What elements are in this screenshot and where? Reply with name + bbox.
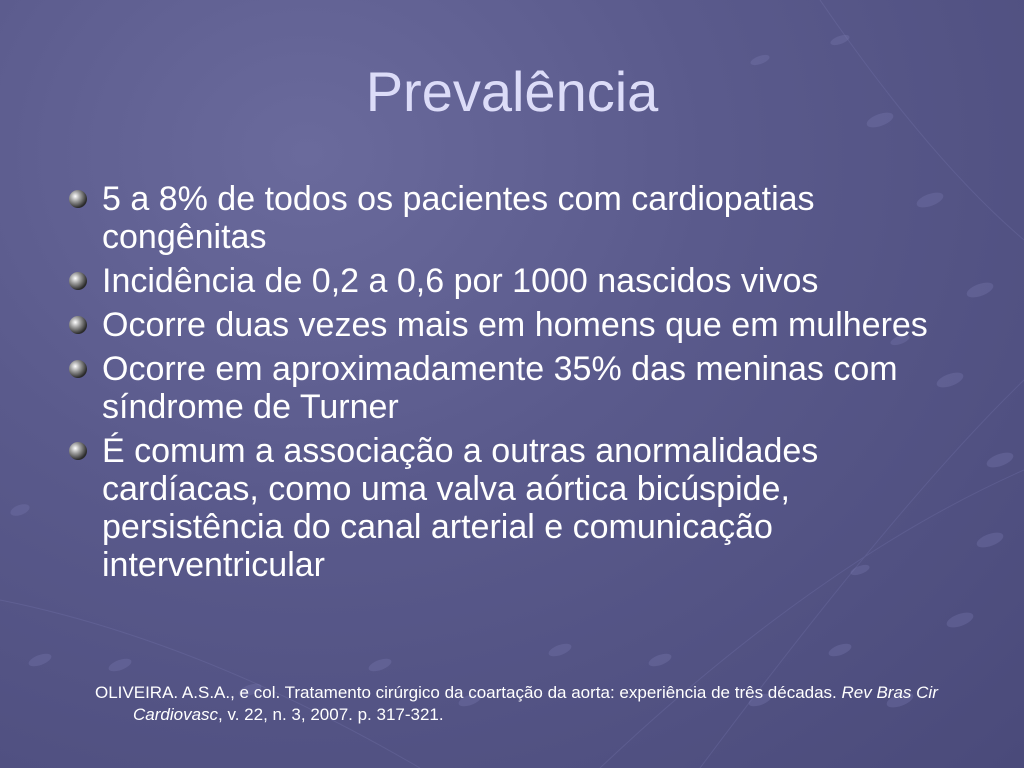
reference-details: , v. 22, n. 3, 2007. p. 317-321. — [218, 705, 444, 724]
bullet-item — [66, 432, 966, 584]
reference-journal: Rev Bras Cir Cardiovasc — [133, 683, 938, 724]
sphere-bullet-icon — [68, 359, 88, 379]
bullet-text: 5 a 8% de todos os pacientes com cardiopatias congênitas — [102, 180, 815, 256]
bullet-item — [66, 180, 966, 256]
sphere-bullet-icon — [68, 189, 88, 209]
sphere-bullet-icon — [68, 441, 88, 461]
reference-citation — [95, 682, 953, 726]
sphere-bullet-icon — [68, 315, 88, 335]
bullet-text: É comum a associação a outras anormalidades cardíacas, como uma valva aórtica bicúspide, persistência do canal arterial e comunicação interventricular — [102, 432, 819, 584]
bullet-text: Ocorre em aproximadamente 35% das meninas com síndrome de Turner — [102, 350, 898, 426]
bullet-list — [66, 180, 966, 590]
bullet-item — [66, 262, 966, 300]
bullet-item — [66, 350, 966, 426]
reference-authors: OLIVEIRA. A.S.A., e col. Tratamento cirúrgico da coartação da aorta: experiência de três décadas. — [95, 683, 842, 702]
slide-title: Prevalência — [365, 60, 659, 123]
sphere-bullet-icon — [68, 271, 88, 291]
bullet-item — [66, 306, 966, 344]
bullet-text: Incidência de 0,2 a 0,6 por 1000 nascidos vivos — [102, 262, 819, 300]
bullet-text: Ocorre duas vezes mais em homens que em mulheres — [102, 306, 928, 344]
